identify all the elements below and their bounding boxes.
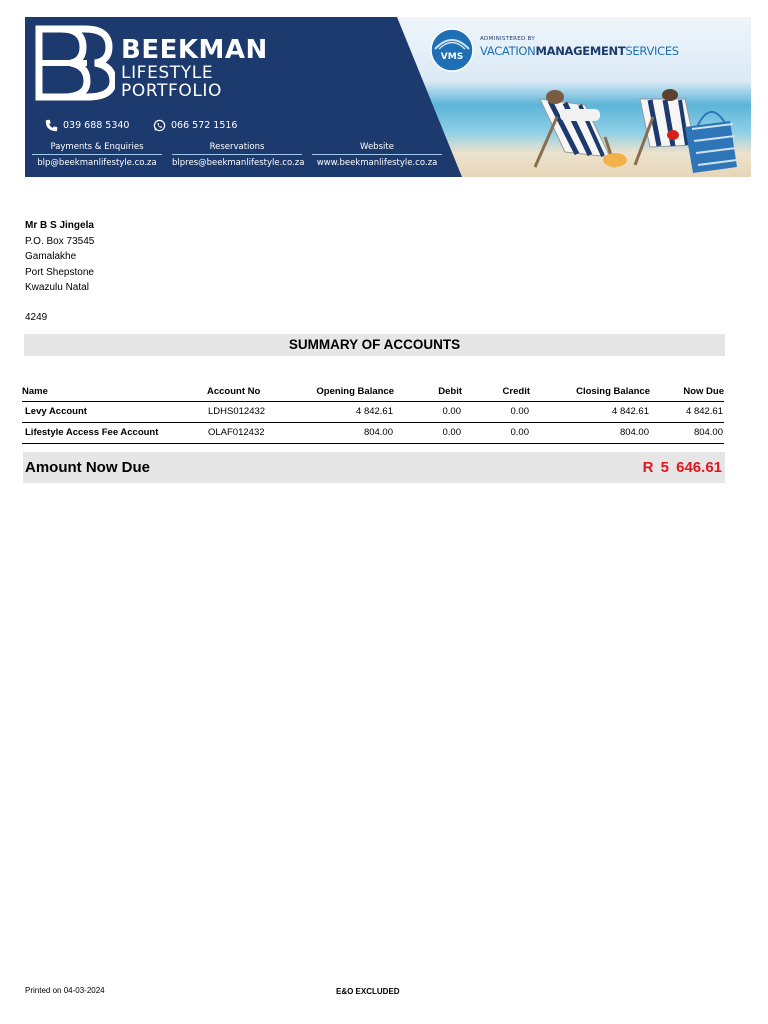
payments-email[interactable]: blp@beekmanlifestyle.co.za xyxy=(37,158,157,168)
col-header-opening-balance: Opening Balance xyxy=(316,385,394,397)
opening-balance: 4 842.61 xyxy=(356,406,393,417)
phone-icon xyxy=(45,119,58,132)
payments-heading: Payments & Enquiries xyxy=(32,142,162,155)
address-line: Port Shepstone xyxy=(25,266,94,278)
reservations-email[interactable]: blpres@beekmanlifestyle.co.za xyxy=(172,158,305,168)
vms-name-part3: SERVICES xyxy=(625,44,679,58)
col-header-account-no: Account No xyxy=(207,385,261,397)
address-line: Gamalakhe xyxy=(25,251,77,262)
account-number: OLAF012432 xyxy=(208,427,265,438)
website-contact xyxy=(312,142,442,168)
amount-due-value: R 5 646.61 xyxy=(642,459,722,476)
website-heading: Website xyxy=(312,142,442,155)
col-header-closing-balance: Closing Balance xyxy=(576,385,650,397)
closing-balance: 4 842.61 xyxy=(612,406,649,417)
amount-due-bar xyxy=(23,452,725,483)
now-due: 804.00 xyxy=(693,427,723,438)
debit: 0.00 xyxy=(442,406,461,417)
closing-balance: 804.00 xyxy=(619,427,649,438)
account-number: LDHS012432 xyxy=(208,406,266,417)
address-line: P.O. Box 73545 xyxy=(25,235,95,247)
table-row xyxy=(22,401,724,422)
printed-date: Printed on 04-03-2024 xyxy=(25,986,105,995)
vms-name xyxy=(480,44,679,58)
summary-title: SUMMARY OF ACCOUNTS xyxy=(288,337,461,352)
address-line: Kwazulu Natal xyxy=(25,282,89,293)
summary-title-bar xyxy=(24,334,725,356)
credit: 0.00 xyxy=(510,406,529,417)
brand-subtitle-2: PORTFOLIO xyxy=(121,81,223,101)
whatsapp-contact[interactable] xyxy=(153,119,237,132)
postal-code: 4249 xyxy=(25,311,48,323)
col-header-debit: Debit xyxy=(438,385,462,397)
vms-name-part2: MANAGEMENT xyxy=(535,44,626,58)
now-due: 4 842.61 xyxy=(686,406,723,417)
col-header-credit: Credit xyxy=(502,385,530,397)
brand-name: BEEKMAN xyxy=(121,35,268,65)
col-header-now-due: Now Due xyxy=(683,385,724,397)
payments-contact xyxy=(32,142,162,168)
account-name: Levy Account xyxy=(25,406,87,417)
vms-logo-icon xyxy=(427,27,477,73)
vms-badge-text: VMS xyxy=(440,52,464,62)
brand-subtitle-1: LIFESTYLE xyxy=(121,63,214,83)
whatsapp-number: 066 572 1516 xyxy=(171,120,238,131)
header-banner xyxy=(25,17,751,177)
col-header-name: Name xyxy=(22,385,48,397)
amount-due-label: Amount Now Due xyxy=(25,459,150,476)
eo-disclaimer: E&O EXCLUDED xyxy=(336,987,400,996)
whatsapp-icon xyxy=(153,119,166,132)
recipient-name: Mr B S Jingela xyxy=(25,220,94,231)
phone-number: 039 688 5340 xyxy=(63,120,130,131)
reservations-heading: Reservations xyxy=(172,142,302,155)
website-link[interactable]: www.beekmanlifestyle.co.za xyxy=(316,158,438,168)
vms-name-part1: VACATION xyxy=(480,44,536,58)
reservations-contact xyxy=(172,142,305,168)
beekman-logo-icon xyxy=(35,25,115,101)
debit: 0.00 xyxy=(442,427,461,438)
table-header-row xyxy=(22,380,724,401)
recipient-address xyxy=(25,218,94,325)
account-name: Lifestyle Access Fee Account xyxy=(25,427,159,438)
vms-administered-label: ADMINISTERED BY xyxy=(480,36,536,42)
opening-balance: 804.00 xyxy=(363,427,393,438)
table-row xyxy=(22,422,724,443)
phone-contact[interactable] xyxy=(45,119,129,132)
credit: 0.00 xyxy=(510,427,529,438)
accounts-table xyxy=(22,380,724,444)
